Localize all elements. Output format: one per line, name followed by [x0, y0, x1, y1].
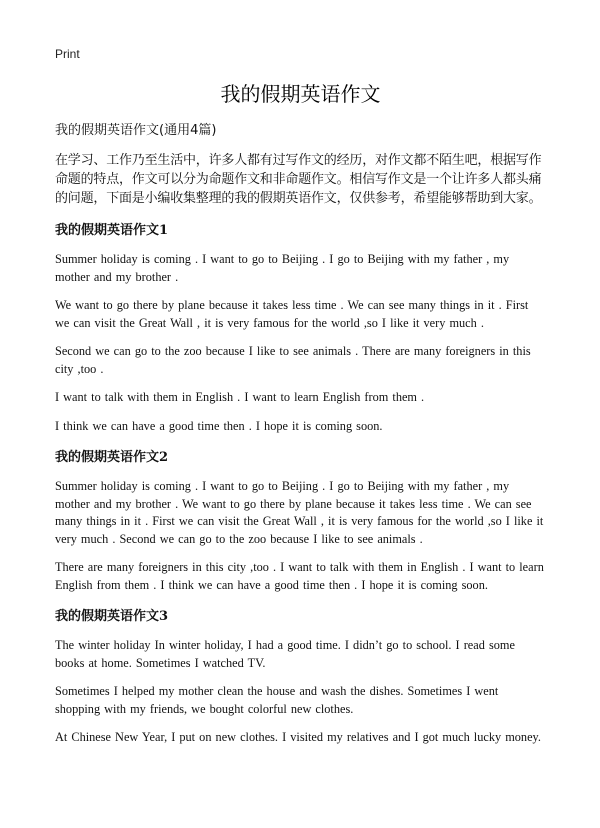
essay-section-2	[55, 449, 546, 594]
section-heading: 我的假期英语作文2	[55, 450, 169, 465]
essay-paragraph: We want to go there by plane because it takes less time . We can see many things in it . First we can visit the Great Wall , it is very famous for the world ,so I like it very much .	[55, 298, 529, 330]
essay-paragraph: At Chinese New Year, I put on new clothes. I visited my relatives and I got much lucky money.	[55, 730, 541, 744]
essay-section-3	[55, 608, 546, 747]
section-heading: 我的假期英语作文1	[55, 223, 169, 238]
essay-section-1	[55, 222, 546, 435]
essay-paragraph: Summer holiday is coming . I want to go to Beijing . I go to Beijing with my father , my mother and my brother .	[55, 252, 510, 284]
intro-paragraph: 在学习、工作乃至生活中，许多人都有过写作文的经历，对作文都不陌生吧，根据写作命题的特点，作文可以分为命题作文和非命题作文。相信写作文是一个让许多人都头痛的问题，下面是小编收集整理的我的假期英语作文，仅供参考，希望能够帮助到大家。	[55, 153, 542, 206]
section-heading: 我的假期英语作文3	[55, 609, 169, 624]
essay-paragraph: I want to talk with them in English . I want to learn English from them .	[55, 390, 425, 404]
article-subtitle: 我的假期英语作文(通用4篇)	[55, 123, 217, 138]
essay-paragraph: I think we can have a good time then . I hope it is coming soon.	[55, 418, 383, 433]
print-link[interactable]: Print	[55, 47, 80, 61]
essay-paragraph: Second we can go to the zoo because I like to see animals . There are many foreigners in this city ,too .	[55, 344, 531, 376]
essay-paragraph: There are many foreigners in this city ,too . I want to talk with them in English . I want to learn English from them . I think we can have a good time then . I hope it is coming soon.	[55, 560, 544, 592]
essay-paragraph: Summer holiday is coming . I want to go to Beijing . I go to Beijing with my father , my mother and my brother . We want to go there by plane because it takes less time . We can see many things in it . First we can visit the Great Wall , it is very famous for the world ,so I like it very much . Second we can go to the zoo because I like to see animals .	[55, 479, 544, 546]
essay-paragraph: The winter holiday In winter holiday, I had a good time. I didn’t go to school. I read some books at home. Sometimes I watched TV.	[55, 638, 515, 670]
essay-paragraph: Sometimes I helped my mother clean the house and wash the dishes. Sometimes I went shopping with my friends, we bought colorful new clothes.	[55, 684, 499, 716]
page-title: 我的假期英语作文	[220, 82, 381, 106]
